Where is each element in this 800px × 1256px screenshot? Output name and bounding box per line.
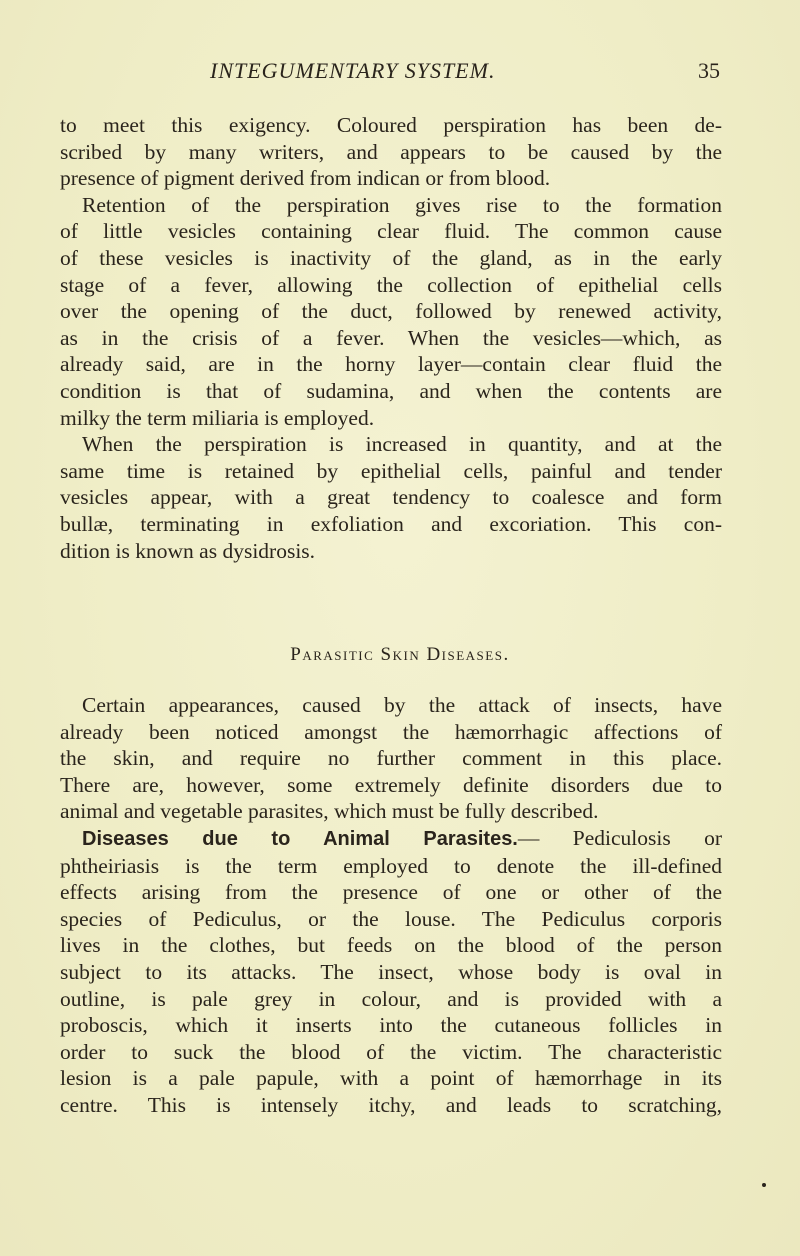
body-text-block-1 — [60, 112, 722, 564]
text-line: as in the crisis of a fever. When the vesicles—which, as — [60, 325, 722, 350]
text-run: — Pediculosis or — [517, 825, 722, 850]
text-line: already said, are in the horny layer—contain clear fluid the — [60, 352, 722, 377]
text-line: of little vesicles containing clear fluid. The common cause — [60, 219, 722, 244]
text-line: condition is that of sudamina, and when the contents are — [60, 378, 722, 403]
text-line: vesicles appear, with a great tendency to coalesce and form — [60, 485, 722, 510]
text-line: the skin, and require no further comment in this place. — [60, 746, 722, 771]
text-line: order to suck the blood of the victim. The characteristic — [60, 1039, 722, 1064]
ink-speck — [762, 1183, 766, 1187]
text-line: lives in the clothes, but feeds on the blood of the person — [60, 933, 722, 958]
text-line: species of Pediculus, or the louse. The Pediculus corporis — [60, 906, 722, 931]
text-line: over the opening of the duct, followed by renewed activity, — [60, 299, 722, 324]
body-text-block-2 — [60, 692, 722, 1119]
text-line: proboscis, which it inserts into the cutaneous follicles in — [60, 1013, 722, 1038]
text-line: scribed by many writers, and appears to be caused by the — [60, 139, 722, 164]
text-line: lesion is a pale papule, with a point of hæmorrhage in its — [60, 1066, 722, 1091]
text-line: stage of a fever, allowing the collection of epithelial cells — [60, 272, 722, 297]
text-line: Retention of the perspiration gives rise to the formation — [82, 192, 722, 217]
text-line: phtheiriasis is the term employed to denote the ill-defined — [60, 853, 722, 878]
text-line: bullæ, terminating in exfoliation and excoriation. This con- — [60, 511, 722, 536]
text-line: same time is retained by epithelial cells, painful and tender — [60, 458, 722, 483]
text-line: animal and vegetable parasites, which must be fully described. — [60, 799, 599, 824]
text-line: of these vesicles is inactivity of the gland, as in the early — [60, 245, 722, 270]
text-line: presence of pigment derived from indican or from blood. — [60, 166, 551, 191]
page-header — [60, 58, 720, 88]
text-line: When the perspiration is increased in quantity, and at the — [82, 432, 722, 457]
text-line: outline, is pale grey in colour, and is provided with a — [60, 986, 722, 1011]
text-line: Certain appearances, caused by the attack of insects, have — [82, 693, 722, 717]
section-heading: Parasitic Skin Diseases. — [290, 644, 510, 665]
text-line: There are, however, some extremely definite disorders due to — [60, 772, 722, 797]
text-line: to meet this exigency. Coloured perspiration has been de- — [60, 113, 722, 137]
text-line: effects arising from the presence of one or other of the — [60, 880, 722, 905]
text-line: dition is known as dysidrosis. — [60, 538, 316, 563]
page-number: 35 — [698, 58, 720, 83]
text-line: centre. This is intensely itchy, and leads to scratching, — [60, 1092, 722, 1117]
text-line: milky the term miliaria is employed. — [60, 405, 375, 430]
running-title: INTEGUMENTARY SYSTEM. — [210, 58, 496, 83]
text-line-with-bold-lead — [60, 825, 722, 853]
text-line: subject to its attacks. The insect, whose body is oval in — [60, 959, 722, 984]
bold-run-in-heading: Diseases due to Animal Parasites. — [82, 827, 518, 850]
text-line: already been noticed amongst the hæmorrhagic affections of — [60, 719, 722, 744]
